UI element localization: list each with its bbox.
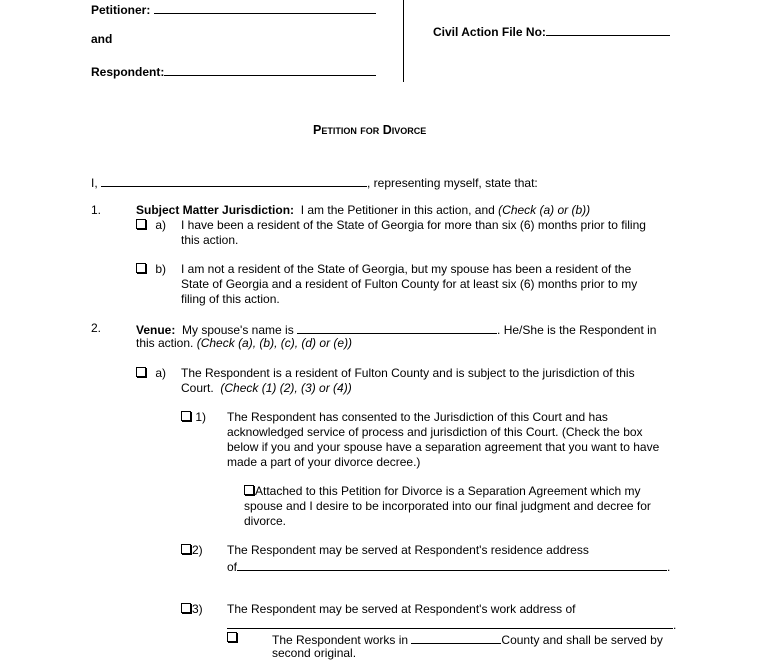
opt2-of: of bbox=[227, 560, 238, 574]
section1-a-line2: this action. bbox=[181, 233, 239, 247]
section1-b-line3: filing of this action. bbox=[181, 292, 280, 306]
petitioner-label: Petitioner: bbox=[91, 3, 151, 17]
opt3-checkbox[interactable] bbox=[181, 603, 191, 613]
works-in-marker bbox=[227, 631, 238, 646]
section1-number: 1. bbox=[91, 203, 102, 217]
section1-a-checkbox[interactable] bbox=[136, 219, 146, 229]
header-divider bbox=[403, 0, 404, 82]
section2-a-line2-row bbox=[181, 381, 352, 396]
attach-line2: spouse and I desire to be incorporated into our final judgment and decree for bbox=[244, 499, 651, 513]
opt2-period: . bbox=[667, 560, 671, 574]
section1-b-line1: I am not a resident of the State of Georgia, but my spouse has been a resident of the bbox=[181, 262, 632, 276]
section1-b-label: b) bbox=[155, 262, 167, 276]
attach-line1-row bbox=[244, 484, 641, 499]
section1-text: I am the Petitioner in this action, and bbox=[300, 203, 495, 217]
opt3-marker bbox=[181, 602, 203, 617]
spouse-name-field[interactable] bbox=[297, 321, 497, 334]
works-in-line2: second original. bbox=[272, 646, 357, 660]
section2-a-checkbox[interactable] bbox=[136, 367, 146, 377]
opt1-checkbox[interactable] bbox=[181, 411, 191, 421]
section1-b-marker bbox=[136, 262, 166, 277]
works-in-checkbox[interactable] bbox=[227, 632, 237, 642]
opt2-label: 2) bbox=[192, 543, 203, 557]
respondent-row bbox=[91, 63, 376, 80]
opt1-label: 1) bbox=[195, 410, 207, 424]
respondent-name-field[interactable] bbox=[164, 63, 376, 76]
opt2-line1: The Respondent may be served at Respondent's residence address bbox=[227, 543, 589, 557]
opt3-label: 3) bbox=[192, 602, 203, 616]
opt3-period: . bbox=[673, 618, 677, 632]
intro-prefix: I, bbox=[91, 176, 98, 190]
section1-a-label: a) bbox=[155, 218, 167, 232]
section2-a-marker bbox=[136, 366, 166, 381]
civil-action-number-field[interactable] bbox=[546, 23, 670, 36]
section1-a-line1: I have been a resident of the State of Georgia for more than six (6) months prior to filing bbox=[181, 218, 646, 232]
petitioner-row bbox=[91, 1, 376, 18]
opt3-line1: The Respondent may be served at Respondent's work address of bbox=[227, 602, 576, 616]
section2-line2 bbox=[136, 336, 352, 351]
opt2-address-row bbox=[227, 558, 670, 575]
opt1-line2: acknowledged service of process and jurisdiction of this Court. (Check the box bbox=[227, 425, 643, 439]
respondent-label: Respondent: bbox=[91, 65, 165, 79]
opt1-line1: The Respondent has consented to the Jurisdiction of this Court and has bbox=[227, 410, 608, 424]
work-address-field[interactable] bbox=[227, 616, 673, 629]
and-label: and bbox=[91, 32, 113, 46]
section1-b-line2: State of Georgia and a resident of Fulton County for at least six (6) months prior to my bbox=[181, 277, 638, 291]
section2-a-line1: The Respondent is a resident of Fulton County and is subject to the jurisdiction of this bbox=[181, 366, 635, 380]
section2-a-instruction: (Check (1) (2), (3) or (4)) bbox=[220, 381, 352, 395]
separation-agreement-checkbox[interactable] bbox=[244, 485, 254, 495]
section2-line2-text: this action. bbox=[136, 336, 194, 350]
intro-line bbox=[91, 174, 538, 191]
section2-a-line2: Court. bbox=[181, 381, 214, 395]
section2-number: 2. bbox=[91, 321, 102, 335]
residence-address-field[interactable] bbox=[237, 558, 667, 571]
opt2-checkbox[interactable] bbox=[181, 544, 191, 554]
civil-action-row bbox=[433, 23, 670, 40]
opt2-marker bbox=[181, 543, 203, 558]
section2-heading: Venue: bbox=[136, 323, 176, 337]
opt1-line3: below if you and your spouse have a separation agreement that you want to have bbox=[227, 440, 660, 454]
section1-b-checkbox[interactable] bbox=[136, 263, 146, 273]
section1-a-marker bbox=[136, 218, 166, 233]
section2-text-after: . He/She is the Respondent in bbox=[497, 323, 657, 337]
section1-instruction: (Check (a) or (b)) bbox=[498, 203, 591, 217]
section1-heading-line bbox=[136, 203, 590, 218]
attach-line1: Attached to this Petition for Divorce is a Separation Agreement which my bbox=[255, 484, 641, 498]
section2-instruction: (Check (a), (b), (c), (d) or (e)) bbox=[196, 336, 353, 350]
section2-text-before: My spouse's name is bbox=[182, 323, 294, 337]
section2-a-label: a) bbox=[155, 366, 167, 380]
opt1-marker bbox=[181, 410, 206, 425]
work-county-field[interactable] bbox=[411, 631, 501, 644]
civil-action-label: Civil Action File No: bbox=[433, 25, 546, 39]
page-title: Petition for Divorce bbox=[313, 123, 427, 137]
works-in-before: The Respondent works in bbox=[272, 633, 409, 647]
opt1-line4: made a part of your divorce decree.) bbox=[227, 455, 421, 469]
petitioner-name-field[interactable] bbox=[154, 1, 376, 14]
section1-heading: Subject Matter Jurisdiction: bbox=[136, 203, 295, 217]
petitioner-self-name-field[interactable] bbox=[101, 174, 367, 187]
intro-suffix: , representing myself, state that: bbox=[367, 176, 538, 190]
attach-line3: divorce. bbox=[244, 514, 287, 528]
works-in-after: County and shall be served by bbox=[501, 633, 663, 647]
